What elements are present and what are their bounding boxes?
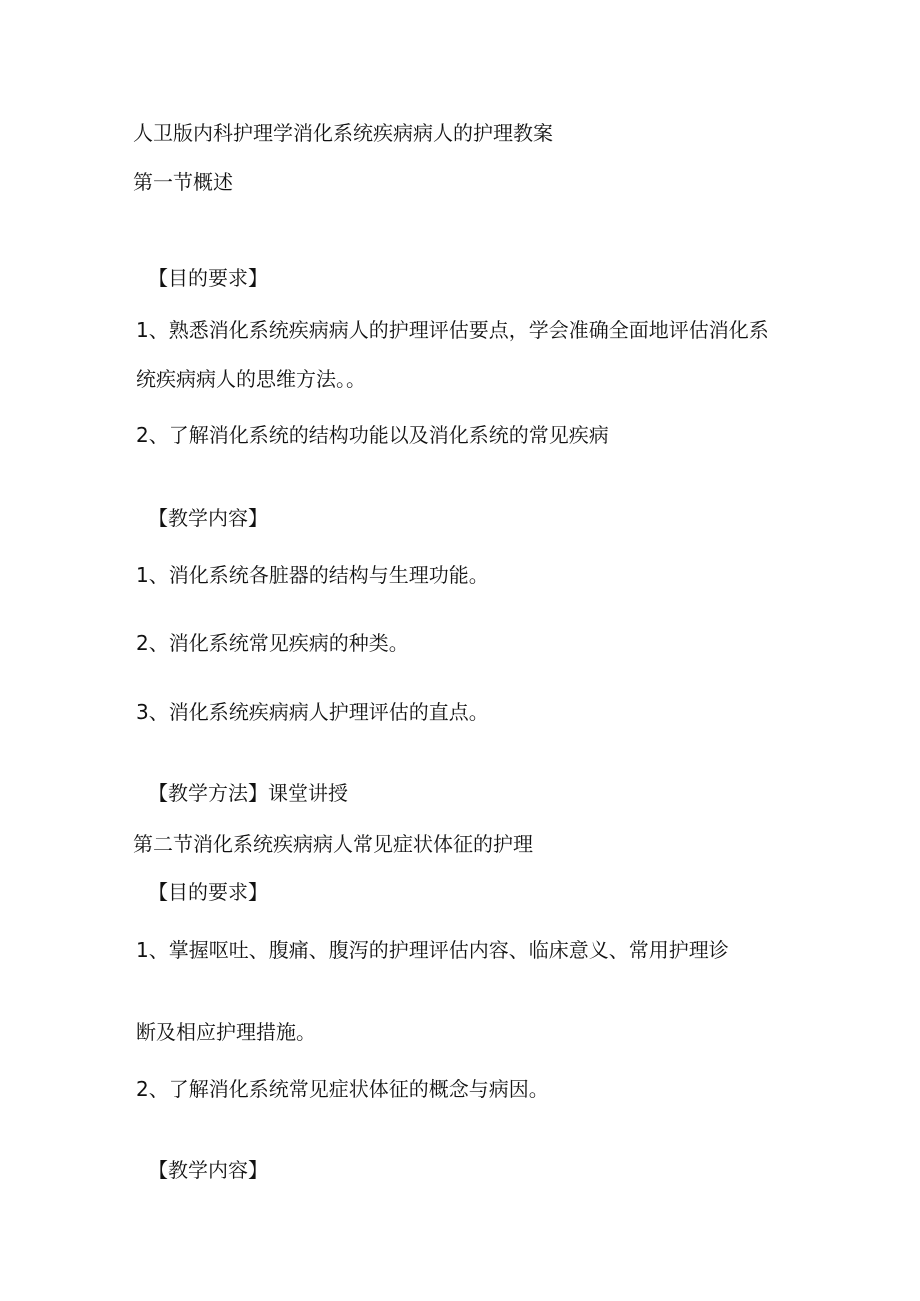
content-item: 3、消化系统疾病病人护理评估的直点。	[136, 700, 489, 724]
section-heading: 第二节消化系统疾病病人常见症状体征的护理	[133, 832, 533, 856]
content-item: 2、消化系统常见疾病的种类。	[136, 631, 409, 655]
objective-item: 2、了解消化系统的结构功能以及消化系统的常见疾病	[136, 423, 609, 447]
objective-item: 1、掌握呕吐、腹痛、腹泻的护理评估内容、临床意义、常用护理诊	[136, 938, 729, 962]
teaching-method: 【教学方法】课堂讲授	[148, 781, 348, 805]
objectives-label: 【目的要求】	[148, 880, 268, 904]
objective-item: 2、了解消化系统常见症状体征的概念与病因。	[136, 1077, 549, 1101]
content-label: 【教学内容】	[148, 506, 268, 530]
content-label: 【教学内容】	[148, 1158, 268, 1182]
objectives-label: 【目的要求】	[148, 266, 268, 290]
objective-item-continuation: 断及相应护理措施。	[136, 1020, 316, 1044]
content-item: 1、消化系统各脏器的结构与生理功能。	[136, 563, 489, 587]
objective-item: 1、熟悉消化系统疾病病人的护理评估要点，学会准确全面地评估消化系	[136, 318, 769, 342]
section-heading: 第一节概述	[133, 170, 233, 194]
document-title: 人卫版内科护理学消化系统疾病病人的护理教案	[133, 121, 553, 145]
objective-item-continuation: 统疾病病人的思维方法。。	[136, 367, 366, 391]
